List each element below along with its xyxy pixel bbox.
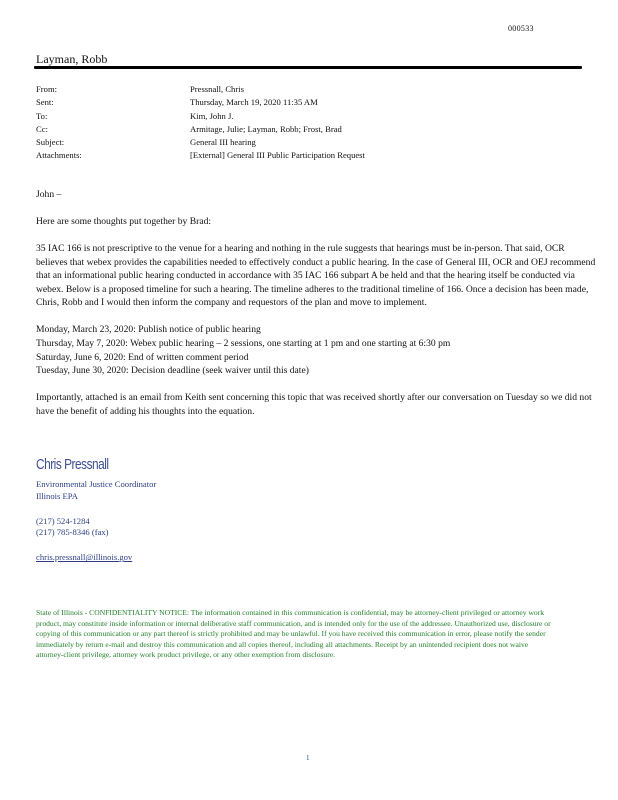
header-value: Thursday, March 19, 2020 11:35 AM [190, 97, 318, 108]
header-value: General III hearing [190, 137, 256, 148]
timeline-item: Monday, March 23, 2020: Publish notice of public hearing [36, 324, 261, 336]
timeline-item: Saturday, June 6, 2020: End of written comment period [36, 351, 249, 363]
signature-email-link[interactable]: chris.pressnall@illinois.gov [36, 552, 133, 563]
header-label: To: [36, 110, 48, 121]
header-row-to [36, 110, 365, 123]
header-rule [34, 66, 582, 69]
signature-fax: (217) 785-8346 (fax) [36, 527, 109, 538]
greeting: John – [36, 189, 62, 200]
intro-line: Here are some thoughts put together by Brad: [36, 215, 212, 227]
header-label: Subject: [36, 137, 65, 148]
attachment-name[interactable]: [External] General III Public Participation Request [190, 150, 365, 161]
timeline-list [36, 323, 596, 377]
header-value: Kim, John J. [190, 110, 234, 121]
header-value: Pressnall, Chris [190, 84, 244, 94]
mailbox-owner: Layman, Robb [36, 52, 108, 66]
header-row-sent [36, 96, 365, 109]
header-label: From: [36, 84, 58, 94]
signature-org: Illinois EPA [36, 490, 78, 501]
email-headers [36, 83, 365, 163]
page-number: 1 [306, 754, 310, 762]
body-paragraph: 35 IAC 166 is not prescriptive to the venue for a hearing and nothing in the rule suggests that hearings must be in-person. That said, OCR believes that webex provides the capabilities needed to effectively conduct a public hearing. In the case of General III, OCR and OEJ recommend that an informational public hearing conducted in accordance with 35 IAC 166 subpart A be held and that the hearing itself be conducted via webex. Below is a proposed timeline for such a hearing. The timeline adheres to the traditional timeline of 166. Once a decision has been made, Chris, Robb and I would then inform the company and requestors of the plan and move to implement. [36, 242, 596, 309]
confidentiality-notice: State of Illinois - CONFIDENTIALITY NOTICE: The information contained in this communication is confidential, may be attorney-client privileged or attorney work product, may constitute inside information or internal deliberative staff communication, and is intended only for the use of the addressee. Unauthorized use, disclosure or copying of this communication or any part thereof is strictly prohibited and may be unlawful. If you have received this communication in error, please notify the sender immediately by return e-mail and destroy this communication and all copies thereof, including all attachments. Receipt by an unintended recipient does not waive attorney-client privilege, attorney work product privilege, or any other exemption from disclosure. [36, 608, 551, 660]
header-row-attachments [36, 149, 365, 162]
header-value: Armitage, Julie; Layman, Robb; Frost, Brad [190, 123, 342, 134]
header-row-cc [36, 123, 365, 136]
header-row-from [36, 83, 365, 96]
signature-block [36, 457, 156, 564]
signature-phone: (217) 524-1284 [36, 515, 90, 526]
timeline-item: Thursday, May 7, 2020: Webex public hearing – 2 sessions, one starting at 1 pm and one starting at 6:30 pm [36, 337, 451, 349]
email-body [36, 188, 596, 432]
signature-name: Chris Pressnall [36, 457, 109, 473]
timeline-item: Tuesday, June 30, 2020: Decision deadline (seek waiver until this date) [36, 365, 309, 377]
signature-title: Environmental Justice Coordinator [36, 479, 157, 489]
header-label: Sent: [36, 97, 54, 108]
header-label: Attachments: [36, 150, 82, 161]
body-paragraph: Importantly, attached is an email from Keith sent concerning this topic that was received shortly after our conversation on Tuesday so we did not have the benefit of adding his thoughts into the equation. [36, 392, 592, 417]
header-label: Cc: [36, 123, 48, 134]
header-row-subject [36, 136, 365, 149]
bates-number: 000533 [508, 24, 534, 33]
